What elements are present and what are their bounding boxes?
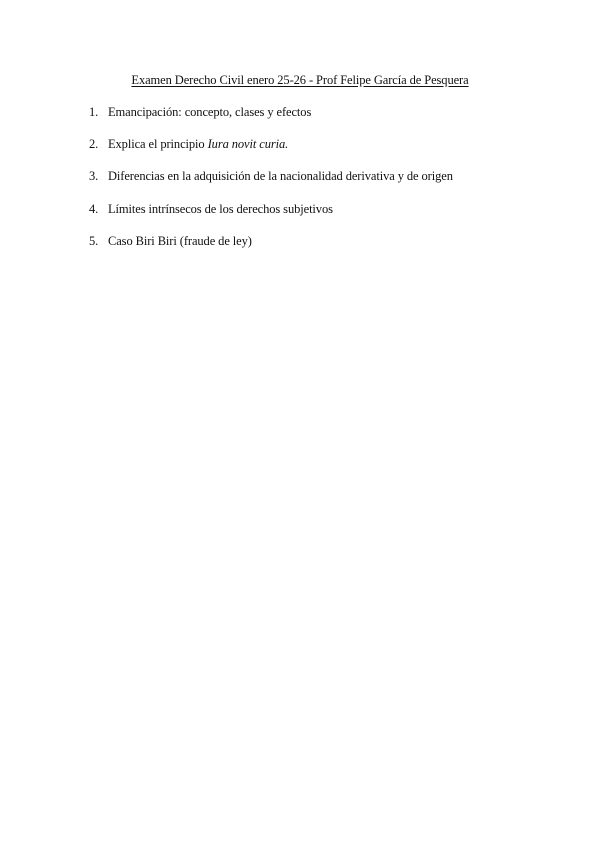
question-number: 3.	[89, 169, 99, 184]
question-number: 5.	[89, 233, 99, 248]
question-text: Emancipación: concepto, clases y efectos	[108, 105, 312, 119]
question-item	[89, 233, 569, 265]
question-item	[89, 168, 569, 200]
latin-principle: Iura novit curia.	[207, 137, 289, 152]
question-text: Diferencias en la adquisición de la nacionalidad derivativa y de origen	[108, 169, 453, 184]
question-item	[89, 104, 569, 136]
question-text: Caso Biri Biri (fraude de ley)	[108, 233, 252, 248]
question-number: 2.	[89, 137, 99, 152]
question-text: Límites intrínsecos de los derechos subjetivos	[108, 201, 333, 216]
question-item	[89, 136, 569, 168]
question-list	[89, 104, 569, 265]
question-text: Explica el principio	[108, 137, 208, 152]
exam-title: Examen Derecho Civil enero 25-26 - Prof Felipe García de Pesquera	[131, 73, 469, 87]
question-number: 1.	[89, 105, 99, 119]
question-number: 4.	[89, 201, 99, 216]
question-text-wrapper	[108, 136, 288, 152]
question-item	[89, 201, 569, 233]
